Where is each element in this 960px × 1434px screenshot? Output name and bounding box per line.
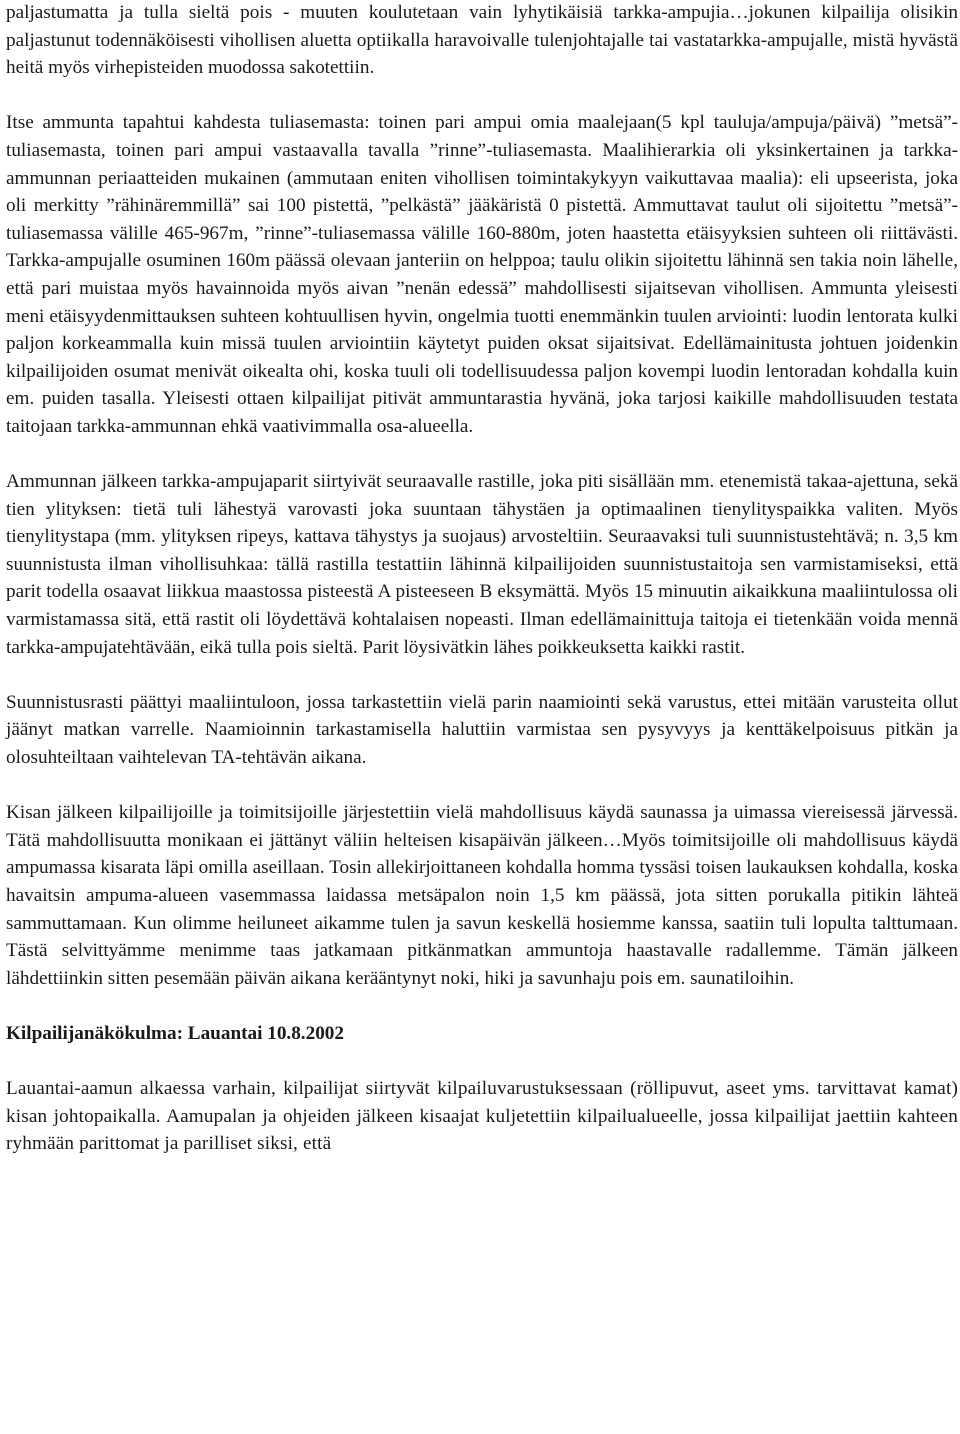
paragraph-stealth-penalties: paljastumatta ja tulla sieltä pois - muuten koulutetaan vain lyhytikäisiä tarkka-ampujia…jokunen kilpailija olisikin paljastunut todennäköisesti vihollisen aluetta optiikalla haravoivalle tulenjohtajalle tai vastatarkka-ampujalle, mistä hyvästä heitä myös virhepisteiden muodossa sakotettiin. bbox=[6, 2, 958, 79]
paragraph-sauna-forest-fire: Kisan jälkeen kilpailijoille ja toimitsijoille järjestettiin vielä mahdollisuus käydä saunassa ja uimassa viereisessä järvessä. Tätä mahdollisuutta monikaan ei jättänyt väliin helteisen kisapäivän jälkeen…Myös toimitsijoille oli mahdollisuus käydä ampumassa kisarata läpi omilla aseillaan. Tosin allekirjoittaneen kohdalla homma tyssäsi toisen laukauksen kohdalla, koska havaitsin ampuma-alueen vasemmassa laidassa metsäpalon noin 1,5 km päässä, jota sitten porukalla pitikin lähteä sammuttamaan. Kun olimme heiluneet aikamme tulen ja savun keskellä hosiemme kanssa, saatiin tuli lopulta talttumaan. Tästä selvittyämme menimme taas jatkamaan pitkänmatkan ammuntoja haastavalle radallemme. Tämän jälkeen lähdettiinkin sitten pesemään päivän aikana kerääntynyt noki, hiki ja savunhaju pois em. saunatiloihin. bbox=[6, 802, 958, 989]
section-heading: Kilpailijanäkökulma: Lauantai 10.8.2002 bbox=[6, 1022, 344, 1044]
paragraph-shooting-positions: Itse ammunta tapahtui kahdesta tuliasemasta: toinen pari ampui omia maalejaan(5 kpl tauluja/ampuja/päivä) ”metsä”-tuliasemasta, toinen pari ampui vastaavalla tavalla ”rinne”-tuliasemasta. Maalihierarkia oli yksinkertainen ja tarkka-ammunnan periaatteiden mukainen (ammutaan eniten vihollisen toimintakykyyn vaikuttavaa maalia): eli upseerista, joka oli merkitty ”rähinäremmillä” sai 100 pistettä, ”pelkästä” jääkäristä 0 pistettä. Ammuttavat taulut oli sijoitettu ”metsä”-tuliasemassa välille 465-967m, ”rinne”-tuliasemassa välille 160-880m, joten haastetta etäisyyksien suhteen oli riittävästi. Tarkka-ampujalle osuminen 160m päässä olevaan janteriin on helppoa; taulu olikin sijoitettu lähinnä sen takia noin lähelle, että pari muistaa myös havainnoida myös aivan ”nenän edessä” mahdollisesti sijaitsevan vihollisen. Ammunta yleisesti meni etäisyydenmittauksen suhteen kohtuullisen hyvin, ongelmia tuotti enemmänkin tuulen arviointi: luodin lentorata kulki paljon korkeammalla kuin missä tuulen arviointiin käytetyt puiden oksat sijaitsivat. Edellämainitusta johtuen joidenkin kilpailijoiden osumat menivät oikealta ohi, koska tuuli oli todellisuudessa paljon kovempi luodin lentoradan kohdalla kuin em. puiden tasalla. Yleisesti ottaen kilpailijat pitivät ammuntarastia hyvänä, joka tarjosi kaikille mahdollisuuden testata taitojaan tarkka-ammunnan ehkä vaativimmalla osa-alueella. bbox=[6, 112, 958, 437]
paragraph-road-crossing-orienteering: Ammunnan jälkeen tarkka-ampujaparit siirtyivät seuraavalle rastille, joka piti sisällään mm. etenemistä takaa-ajettuna, sekä tien ylityksen: tietä tuli lähestyä varovasti joka suuntaan tähystäen ja optimaalinen tienylityspaikka valiten. Myös tienylitystapa (mm. ylityksen ripeys, kattava tähystys ja suojaus) arvosteltiin. Seuraavaksi tuli suunnistustehtävä; n. 3,5 km suunnistusta ilman vihollisuhkaa: tällä rastilla testattiin lähinnä kilpailijoiden suunnistustaitoja sen varmistamiseksi, että parit todella osaavat liikkua maastossa pisteestä A pisteeseen B eksymättä. Myös 15 minuutin aikaikkuna maaliintulossa oli varmistamassa sitä, että rastit oli löydettävä kohtalaisen nopeasti. Ilman edellämainittuja taitoja ei tietenkään voida mennä tarkka-ampujatehtävään, eikä tulla pois sieltä. Parit löysivätkin lähes poikkeuksetta kaikki rastit. bbox=[6, 471, 958, 658]
paragraph-finish-inspection: Suunnistusrasti päättyi maaliintuloon, jossa tarkastettiin vielä parin naamiointi sekä varustus, ettei mitään varusteita ollut jäänyt matkan varrelle. Naamioinnin tarkastamisella haluttiin varmistaa sen pysyvyys ja kenttäkelpoisuus pitkän ja olosuhteiltaan vaihtelevan TA-tehtävän aikana. bbox=[6, 691, 958, 769]
paragraph-saturday-morning: Lauantai-aamun alkaessa varhain, kilpailijat siirtyvät kilpailuvarustuksessaan (röllipuvut, aseet yms. tarvittavat kamat) kisan johtopaikalla. Aamupalan ja ohjeiden jälkeen kisaajat kuljetettiin kilpailualueelle, jossa kilpailijat jaettiin kahteen ryhmään parittomat ja parilliset siksi, että bbox=[6, 1078, 958, 1155]
document-page bbox=[6, 0, 958, 1158]
